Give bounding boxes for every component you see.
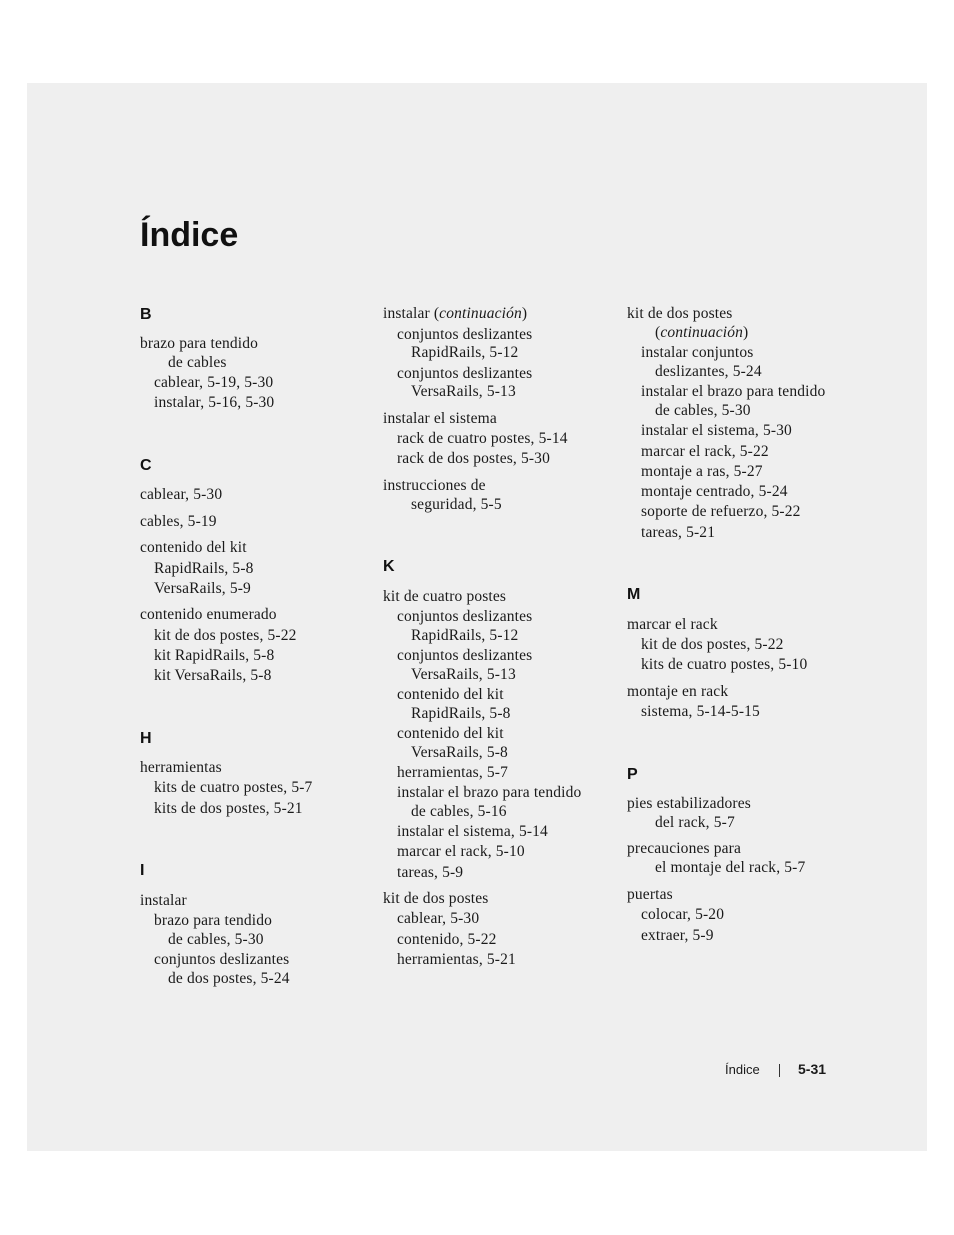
index-entry-text: montaje a ras, 5-27 (641, 463, 763, 480)
index-entry-text: de cables, 5-16 (411, 803, 507, 820)
index-entry (383, 587, 506, 606)
index-entry-text: cablear, 5-30 (397, 910, 480, 927)
index-entry (627, 682, 728, 701)
index-entry (397, 842, 525, 861)
index-entry-text: marcar el rack, 5-22 (641, 443, 769, 460)
index-entry-text: instrucciones de (383, 477, 486, 494)
index-entry (140, 512, 217, 531)
index-entry (397, 364, 532, 383)
index-entry-text: VersaRails, 5-8 (411, 744, 508, 761)
index-entry (655, 813, 735, 832)
index-entry-text: conjuntos deslizantes (397, 647, 533, 664)
index-entry (627, 839, 741, 858)
continuation-note: continuación (439, 305, 522, 322)
index-entry-text: contenido enumerado (140, 606, 277, 623)
index-entry-text: instalar (140, 892, 187, 909)
index-entry-text: instalar ( (383, 305, 440, 322)
index-entry (397, 909, 479, 928)
index-entry (383, 304, 527, 323)
index-entry (641, 382, 825, 401)
index-entry-text: instalar el sistema, 5-30 (641, 422, 792, 439)
page-title: Índice (140, 216, 239, 254)
index-entry-text: instalar el brazo para tendido (397, 784, 582, 801)
index-entry-text: kits de cuatro postes, 5-10 (641, 656, 808, 673)
index-entry-text: extraer, 5-9 (641, 927, 714, 944)
index-entry (411, 626, 518, 645)
index-entry (168, 969, 290, 988)
index-entry-text: kit RapidRails, 5-8 (154, 647, 275, 664)
index-entry (411, 382, 516, 401)
index-entry-text: P (627, 766, 638, 783)
index-entry-text: sistema, 5-14-5-15 (641, 703, 760, 720)
index-entry (397, 822, 548, 841)
index-section-letter (140, 862, 144, 880)
index-entry (641, 635, 784, 654)
index-entry-text: RapidRails, 5-12 (411, 344, 519, 361)
index-entry (411, 665, 516, 684)
index-entry-text: montaje centrado, 5-24 (641, 483, 788, 500)
index-entry-text: RapidRails, 5-8 (411, 705, 511, 722)
index-entry-text: colocar, 5-20 (641, 906, 725, 923)
index-entry (154, 559, 254, 578)
index-entry-text: M (627, 586, 641, 603)
index-entry-text: deslizantes, 5-24 (655, 363, 762, 380)
index-entry (641, 655, 807, 674)
index-entry (154, 666, 272, 685)
index-entry-text: de cables, 5-30 (655, 402, 751, 419)
index-entry (397, 429, 568, 448)
index-entry-text: kit de dos postes, 5-22 (641, 636, 784, 653)
index-entry-text: VersaRails, 5-13 (411, 666, 516, 683)
index-entry-text: VersaRails, 5-9 (154, 580, 251, 597)
index-entry-text: instalar conjuntos (641, 344, 754, 361)
index-entry-text: kits de cuatro postes, 5-7 (154, 779, 313, 796)
index-entry-text: herramientas, 5-7 (397, 764, 509, 781)
index-entry-text: rack de cuatro postes, 5-14 (397, 430, 568, 447)
index-entry (641, 926, 714, 945)
index-entry-text: instalar el sistema, 5-14 (397, 823, 548, 840)
index-entry (154, 950, 289, 969)
index-entry (140, 485, 222, 504)
index-entry-text: marcar el rack, 5-10 (397, 843, 525, 860)
index-entry (641, 502, 801, 521)
index-entry-text: seguridad, 5-5 (411, 496, 502, 513)
index-entry-text: soporte de refuerzo, 5-22 (641, 503, 801, 520)
index-entry-text: de cables, 5-30 (168, 931, 264, 948)
index-entry (655, 323, 748, 342)
index-entry-text: de cables (168, 354, 227, 371)
index-entry (154, 626, 297, 645)
index-entry (140, 334, 258, 353)
footer-section-label: Índice (725, 1062, 760, 1077)
index-entry (641, 421, 792, 440)
index-section-letter (383, 558, 395, 576)
index-entry-text: kit de dos postes, 5-22 (154, 627, 297, 644)
index-entry (168, 930, 264, 949)
index-entry-text: kit de dos postes (627, 305, 733, 322)
index-entry (627, 304, 732, 323)
index-entry-text: B (140, 306, 152, 323)
index-entry (411, 495, 502, 514)
index-entry (397, 783, 581, 802)
index-entry (641, 343, 753, 362)
index-entry (397, 724, 504, 743)
index-entry (154, 579, 251, 598)
index-entry (140, 758, 222, 777)
index-entry (641, 462, 763, 481)
index-section-letter (140, 730, 152, 748)
index-entry (397, 763, 508, 782)
index-entry (655, 858, 805, 877)
index-entry-text: kit de dos postes (383, 890, 489, 907)
index-entry-text: VersaRails, 5-13 (411, 383, 516, 400)
index-entry-text: RapidRails, 5-8 (154, 560, 254, 577)
index-entry (154, 373, 273, 392)
index-entry-text: cables, 5-19 (140, 513, 217, 530)
index-entry (397, 607, 532, 626)
footer-page-number: 5-31 (798, 1061, 827, 1077)
index-section-letter (140, 306, 152, 324)
index-entry-text: contenido del kit (397, 725, 504, 742)
index-entry (397, 449, 550, 468)
index-entry-text: instalar el sistema (383, 410, 497, 427)
index-entry (411, 343, 518, 362)
index-entry-text: I (140, 862, 145, 879)
index-entry (383, 409, 497, 428)
index-entry (154, 778, 312, 797)
index-entry-text: el montaje del rack, 5-7 (655, 859, 806, 876)
index-entry-text: de dos postes, 5-24 (168, 970, 290, 987)
index-entry-text: kit de cuatro postes (383, 588, 507, 605)
index-entry (627, 615, 718, 634)
index-entry-text: brazo para tendido (154, 912, 273, 929)
index-entry-text: ( (655, 324, 661, 341)
index-entry (397, 930, 497, 949)
footer-separator (779, 1064, 780, 1077)
index-entry-text: contenido del kit (140, 539, 247, 556)
index-entry (397, 863, 463, 882)
index-entry (655, 401, 751, 420)
index-section-letter (140, 457, 152, 475)
index-entry-text: pies estabilizadores (627, 795, 751, 812)
index-entry-text: C (140, 457, 152, 474)
index-entry (168, 353, 227, 372)
index-entry (154, 393, 274, 412)
index-entry-text: kits de dos postes, 5-21 (154, 800, 303, 817)
index-entry-text: contenido, 5-22 (397, 931, 497, 948)
index-entry-text: RapidRails, 5-12 (411, 627, 519, 644)
index-entry (383, 476, 486, 495)
index-entry (397, 685, 504, 704)
index-entry (641, 702, 760, 721)
index-entry (140, 605, 277, 624)
index-entry (397, 325, 532, 344)
index-entry (140, 891, 187, 910)
continuation-note: continuación (660, 324, 744, 341)
index-entry-text: K (383, 558, 395, 575)
index-entry (154, 911, 272, 930)
index-entry (154, 799, 303, 818)
index-entry-text: instalar, 5-16, 5-30 (154, 394, 275, 411)
index-entry (411, 743, 508, 762)
closing-paren: ) (743, 324, 749, 341)
index-entry-text: conjuntos deslizantes (397, 608, 533, 625)
index-entry-text: rack de dos postes, 5-30 (397, 450, 550, 467)
index-entry (627, 794, 751, 813)
index-entry (411, 704, 511, 723)
index-entry (154, 646, 274, 665)
index-entry-text: precauciones para (627, 840, 741, 857)
index-section-letter (627, 586, 640, 604)
index-entry-text: conjuntos deslizantes (397, 365, 533, 382)
index-entry-text: del rack, 5-7 (655, 814, 735, 831)
index-section-letter (627, 766, 638, 784)
index-entry (641, 442, 769, 461)
index-entry (411, 802, 507, 821)
index-entry (641, 523, 715, 542)
index-entry-text: conjuntos deslizantes (397, 326, 533, 343)
index-entry-text: cablear, 5-19, 5-30 (154, 374, 274, 391)
index-entry-text: instalar el brazo para tendido (641, 383, 826, 400)
index-entry-text: puertas (627, 886, 673, 903)
index-entry-text: tareas, 5-9 (397, 864, 464, 881)
index-entry-text: herramientas, 5-21 (397, 951, 516, 968)
index-entry-text: conjuntos deslizantes (154, 951, 290, 968)
index-entry-text: herramientas (140, 759, 222, 776)
index-entry-text: cablear, 5-30 (140, 486, 223, 503)
index-entry-text: contenido del kit (397, 686, 504, 703)
index-entry (641, 905, 724, 924)
index-entry-text: montaje en rack (627, 683, 729, 700)
index-entry (641, 482, 788, 501)
index-entry (627, 885, 673, 904)
index-entry (383, 889, 488, 908)
index-entry-text: H (140, 730, 152, 747)
index-entry (140, 538, 247, 557)
index-entry (655, 362, 762, 381)
index-entry (397, 646, 532, 665)
index-entry-text: marcar el rack (627, 616, 718, 633)
index-entry (397, 950, 516, 969)
index-entry-text: brazo para tendido (140, 335, 259, 352)
index-entry-text: tareas, 5-21 (641, 524, 716, 541)
index-entry-text: kit VersaRails, 5-8 (154, 667, 272, 684)
closing-paren: ) (521, 305, 528, 322)
